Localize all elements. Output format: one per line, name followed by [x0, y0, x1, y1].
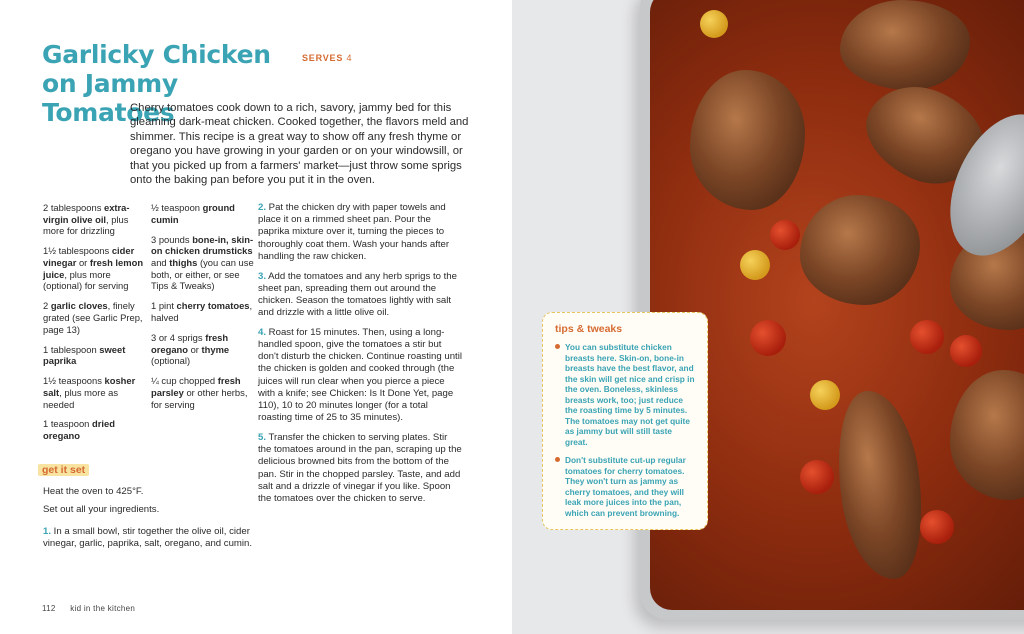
ingredient-detail: 1 teaspoon — [43, 418, 92, 430]
step-1 — [43, 526, 253, 550]
ingredient-name: ground cumin — [151, 202, 235, 225]
step-4-number: 4. — [258, 326, 267, 338]
ingredient-detail: and — [151, 257, 170, 268]
tips-heading: tips & tweaks — [555, 323, 623, 335]
ingredient-detail: 3 or 4 sprigs — [151, 331, 206, 343]
step-1-number: 1. — [43, 526, 52, 537]
ingredient-detail: 1 tablespoon — [43, 343, 100, 355]
ingredient-name: sweet paprika — [43, 343, 126, 367]
step-3-number: 3. — [258, 270, 267, 282]
ingredient-item — [151, 202, 255, 225]
ingredient-detail: , halved — [151, 300, 253, 323]
ingredient-item — [151, 234, 255, 293]
tip-item-text: Don't substitute cut-up regular tomatoes for cherry tomatoes. They won't turn as jammy as cherry tomatoes, and they will leak more juices into the pan, which can prevent browning. — [565, 455, 686, 518]
chicken-thigh — [800, 195, 920, 305]
ingredient-name: fresh lemon juice — [43, 257, 144, 280]
cherry-tomato — [740, 250, 770, 280]
recipe-title-line1: Garlicky Chicken — [42, 40, 271, 69]
get-it-set-section — [43, 486, 253, 556]
ingredients-column-2 — [151, 202, 255, 418]
ingredient-detail: 3 pounds — [151, 233, 193, 245]
cherry-tomato — [770, 220, 800, 250]
ingredient-item — [43, 245, 147, 292]
step-2-text: Pat the chicken dry with paper towels and place it on a rimmed sheet pan. Pour the paprika mixture over it, turning the pieces to thoroughly coat them. Wash your hands after handling the raw chicken. — [258, 202, 450, 262]
ingredient-name: thyme — [201, 343, 230, 355]
ingredient-detail: 1½ tablespoons — [43, 245, 112, 257]
ingredient-detail: , plus more for drizzling — [43, 213, 129, 237]
ingredient-detail: or — [76, 257, 90, 268]
setup-line-ingredients: Set out all your ingredients. — [43, 504, 160, 515]
ingredient-detail: , plus more (optional) for serving — [43, 268, 129, 292]
recipe-steps — [258, 202, 463, 513]
ingredient-name: bone-in, skin-on chicken drumsticks — [151, 233, 254, 257]
step-5-number: 5. — [258, 431, 267, 443]
cherry-tomato — [800, 460, 834, 494]
cherry-tomato — [750, 320, 786, 356]
cherry-tomato — [700, 10, 728, 38]
tips-and-tweaks-box — [542, 312, 708, 530]
setup-line-oven: Heat the oven to 425°F. — [43, 486, 144, 497]
ingredient-name: cider vinegar — [43, 245, 135, 268]
serves-count: 4 — [346, 53, 353, 63]
tip-item — [555, 342, 695, 447]
recipe-intro: Cherry tomatoes cook down to a rich, savory, jammy bed for this gleaming dark-meat chicken. Cooked together, the flavors meld and shimmer. This recipe is a great way to show off any fresh thyme or oregano you have growing in your garden or on your windowsill, or that you picked up from a farmers' market—just throw some sprigs onto the baking pan before you put it in the oven. — [130, 102, 469, 187]
ingredient-detail: or — [187, 343, 202, 355]
bullet-dot-icon — [555, 457, 560, 462]
tip-item — [555, 455, 695, 518]
ingredient-detail: ½ teaspoon — [151, 202, 203, 213]
ingredient-name: thighs — [169, 257, 198, 268]
recipe-title-line2: on Jammy Tomatoes — [42, 69, 178, 127]
book-title: kid in the kitchen — [70, 604, 136, 613]
ingredient-detail: (you can use both, or either, or see Tips & Tweaks) — [151, 257, 254, 292]
ingredient-detail: or other herbs, for serving — [151, 386, 248, 410]
serves-text: SERVES — [302, 53, 344, 63]
ingredient-name: extra-virgin olive oil — [43, 202, 130, 225]
ingredient-name: fresh oregano — [151, 331, 229, 355]
ingredient-item — [43, 202, 147, 237]
step-3 — [258, 271, 463, 320]
chicken-thigh — [690, 70, 805, 210]
chicken-drumstick — [827, 385, 933, 584]
ingredient-detail: 1½ teaspoons — [43, 375, 105, 387]
cherry-tomato — [950, 335, 982, 367]
ingredient-detail: , finely grated (see Garlic Prep, page 13) — [43, 300, 143, 335]
ingredient-item — [43, 375, 147, 410]
page-number: 112 — [42, 604, 56, 613]
ingredient-item — [151, 332, 255, 367]
step-4-text: Roast for 15 minutes. Then, using a long-handled spoon, give the tomatoes a stir but don't disturb the chicken. Continue roasting until the chicken is golden and cooked through (the juices will run clear when you pierce a piece with a knife; see Chicken: Is It Done Yet, page 110), 10 to 20 minutes longer (for a total roasting time of 25 to 35 minutes). — [258, 326, 462, 424]
ingredient-name: fresh parsley — [151, 375, 241, 398]
ingredient-detail: ¼ cup chopped — [151, 375, 218, 387]
chicken-thigh — [840, 0, 970, 90]
ingredient-item — [43, 344, 147, 367]
ingredient-detail: 1 pint — [151, 300, 177, 312]
ingredient-detail: (optional) — [151, 355, 191, 367]
step-2 — [258, 202, 463, 263]
cherry-tomato — [810, 380, 840, 410]
step-2-number: 2. — [258, 202, 267, 213]
step-5-text: Transfer the chicken to serving plates. Stir the tomatoes around in the pan, scraping up the delicious browned bits from the bottom of the pan. Stir in the chopped parsley. Taste, and add salt and a drizzle of vinegar if you like. Spoon the tomatoes over the chicken to serve. — [258, 431, 462, 504]
chicken-thigh — [950, 370, 1024, 500]
step-1-text: In a small bowl, stir together the olive oil, cider vinegar, garlic, paprika, salt, oregano, and cumin. — [43, 526, 253, 549]
ingredient-name: kosher salt — [43, 375, 136, 398]
ingredient-item — [151, 300, 255, 323]
ingredient-name: garlic cloves — [50, 300, 108, 312]
tip-item-text: You can substitute chicken breasts here. Skin-on, bone-in breasts have the best flavor, and the skin will get nice and crisp in the oven. Boneless, skinless breasts work, too; just reduce the roasting time by 5 minutes. The tomatoes may not get quite as jammy but will still taste great. — [565, 342, 695, 447]
get-it-set-heading: get it set — [38, 464, 89, 476]
cherry-tomato — [910, 320, 944, 354]
page-footer — [42, 604, 135, 613]
cherry-tomato — [920, 510, 954, 544]
ingredients-column-1 — [43, 202, 147, 450]
ingredient-detail: 2 — [43, 300, 51, 312]
step-3-text: Add the tomatoes and any herb sprigs to the sheet pan, spreading them out around the chicken. Season the tomatoes lightly with salt and drizzle with a little olive oil. — [258, 270, 457, 319]
ingredient-detail: 2 tablespoons — [43, 202, 104, 213]
ingredient-item — [43, 418, 147, 441]
step-5 — [258, 432, 463, 505]
ingredient-item — [151, 375, 255, 410]
ingredient-item — [43, 300, 147, 335]
ingredient-name: dried oregano — [43, 418, 115, 442]
ingredient-name: cherry tomatoes — [176, 300, 250, 312]
bullet-dot-icon — [555, 344, 560, 349]
step-4 — [258, 327, 463, 425]
ingredient-detail: , plus more as needed — [43, 386, 119, 410]
serves-label — [302, 53, 352, 63]
